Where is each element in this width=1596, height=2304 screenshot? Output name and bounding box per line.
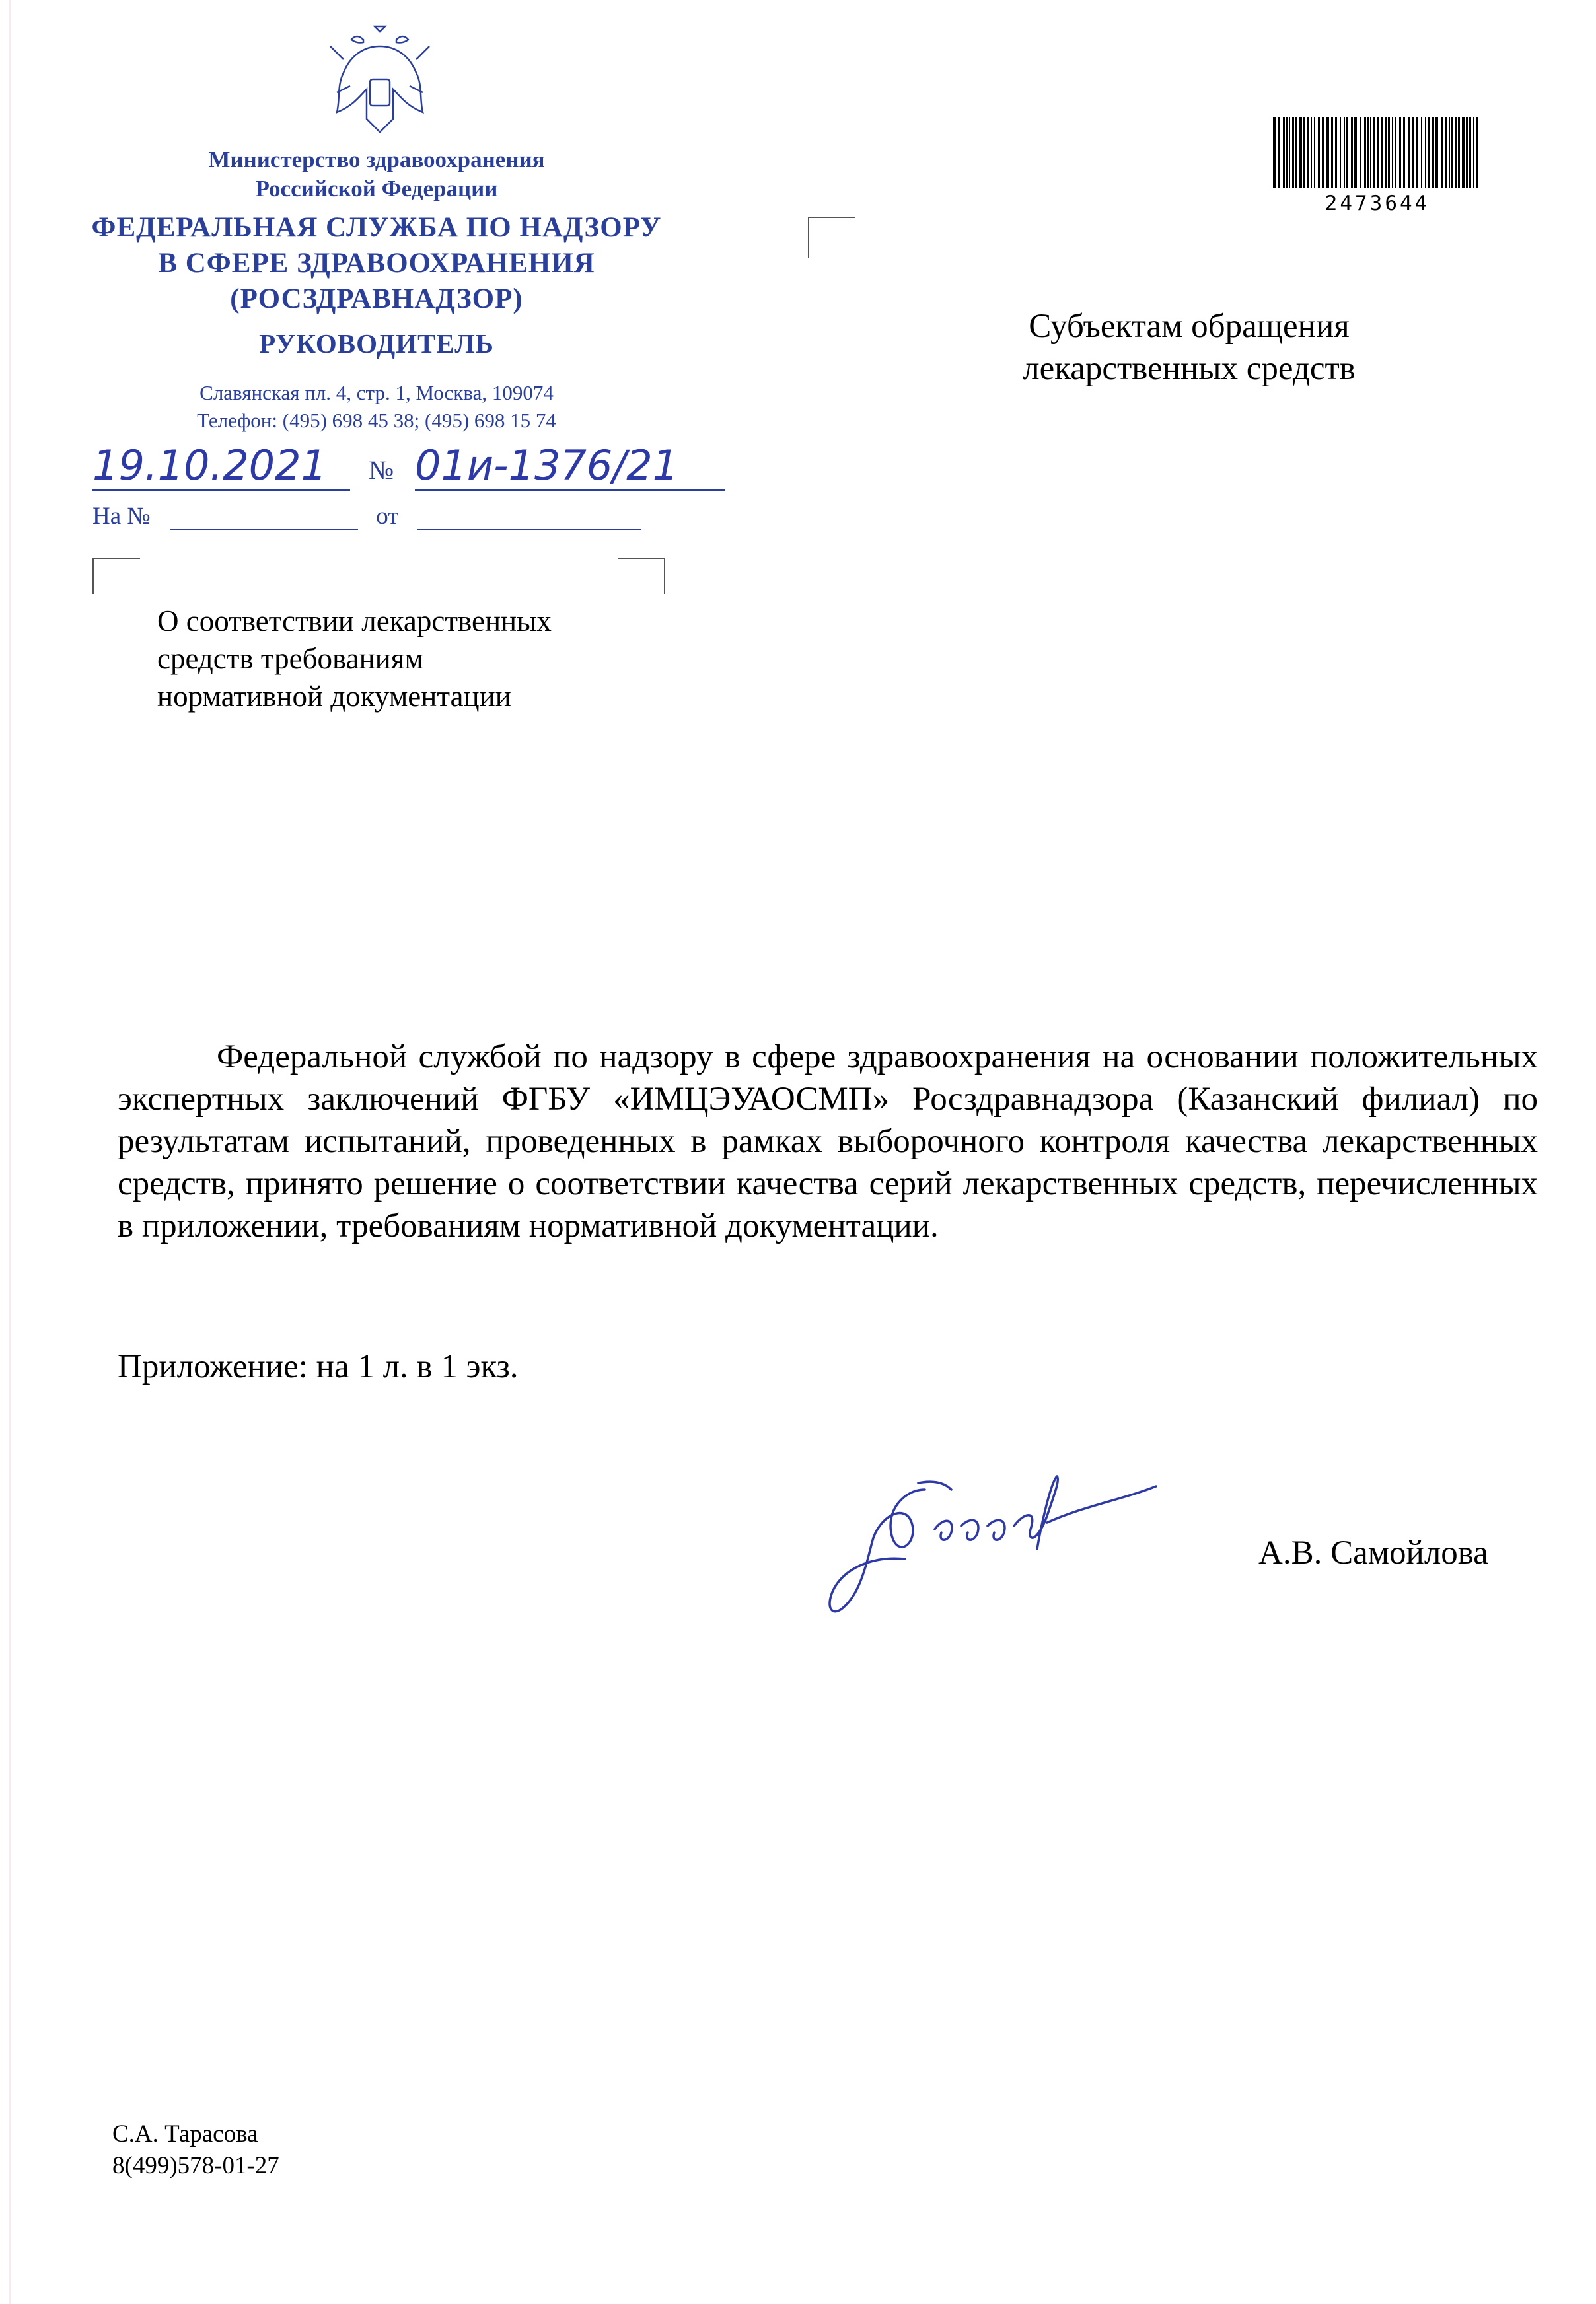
barcode-bar	[1364, 117, 1366, 188]
barcode-bar	[1455, 117, 1457, 188]
reply-prefix: На №	[92, 503, 151, 530]
barcode-bar	[1289, 117, 1290, 188]
barcode-bar	[1425, 117, 1426, 188]
barcode-bar	[1344, 117, 1345, 188]
barcode-bar	[1428, 117, 1430, 188]
coat-of-arms-icon	[324, 20, 436, 139]
barcode-number: 2473644	[1324, 192, 1430, 215]
barcode-bar	[1303, 117, 1305, 188]
barcode-bar	[1307, 117, 1309, 188]
barcode-bar	[1314, 117, 1315, 188]
barcode-bar	[1451, 117, 1453, 188]
barcode-bar	[1381, 117, 1383, 188]
barcode-bar	[1473, 117, 1474, 188]
barcode-bar	[1476, 117, 1478, 188]
barcode-bar	[1351, 117, 1353, 188]
service-line: (РОСЗДРАВНАДЗОР)	[230, 283, 523, 314]
barcode-bar	[1286, 117, 1288, 188]
ministry-name	[26, 145, 727, 203]
barcode-bar	[1462, 117, 1465, 188]
barcode-bar	[1416, 117, 1418, 188]
barcode-bar	[1322, 117, 1324, 188]
barcode-bar	[1388, 117, 1390, 188]
barcode-bar	[1283, 117, 1285, 188]
address-block	[26, 379, 727, 435]
barcode-bar	[1377, 117, 1379, 188]
role-title: РУКОВОДИТЕЛЬ	[259, 328, 494, 359]
barcode-bar	[1311, 117, 1312, 188]
barcode-bar	[1326, 117, 1329, 188]
service-line: В СФЕРЕ ЗДРАВООХРАНЕНИЯ	[158, 248, 595, 279]
recipient-line: Субъектам обращения	[1029, 308, 1350, 345]
barcode-bar	[1335, 117, 1337, 188]
barcode-bar	[1399, 117, 1401, 188]
letter-subject	[157, 602, 552, 715]
barcode-bar	[1292, 117, 1294, 188]
registration-number: 01и-1376/21	[415, 441, 725, 491]
barcode-bar	[1367, 117, 1369, 188]
barcode-bar	[1299, 117, 1302, 188]
page-margin-line	[9, 0, 11, 2304]
barcode-bar	[1385, 117, 1387, 188]
barcode-bar	[1273, 117, 1276, 188]
executor-name: С.А. Тарасова	[112, 2120, 258, 2147]
barcode-bar	[1278, 117, 1280, 188]
barcode-bar	[1403, 117, 1405, 188]
barcode-bar	[1441, 117, 1443, 188]
barcode-bar	[1412, 117, 1414, 188]
attachment-note: Приложение: на 1 л. в 1 экз.	[118, 1348, 519, 1385]
barcode-bar	[1458, 117, 1460, 188]
number-label: №	[369, 455, 394, 485]
executor-phone: 8(499)578-01-27	[112, 2152, 279, 2179]
barcode-bar	[1346, 117, 1348, 188]
subject-line: средств требованиям	[157, 642, 423, 675]
barcode-bar	[1421, 117, 1422, 188]
barcode-bar	[1370, 117, 1371, 188]
registration-line	[92, 441, 740, 487]
barcode-bar	[1466, 117, 1468, 188]
barcode-bar	[1432, 117, 1434, 188]
executor-contact	[112, 2118, 279, 2182]
subject-line: нормативной документации	[157, 680, 511, 713]
barcode-bar	[1360, 117, 1361, 188]
subject-bracket-right	[618, 558, 665, 594]
signer-name: А.В. Самойлова	[1258, 1534, 1488, 1571]
barcode-bar	[1445, 117, 1447, 188]
service-name	[26, 210, 727, 317]
barcode-bar	[1392, 117, 1393, 188]
barcode-bar	[1295, 117, 1297, 188]
ministry-line: Российской Федерации	[255, 176, 498, 201]
barcode-bar	[1469, 117, 1471, 188]
reply-reference	[92, 502, 641, 530]
service-line: ФЕДЕРАЛЬНАЯ СЛУЖБА ПО НАДЗОРУ	[91, 212, 662, 243]
barcode-bar	[1449, 117, 1450, 188]
handwritten-signature	[819, 1443, 1229, 1655]
barcode-bar	[1331, 117, 1333, 188]
barcode-bar	[1340, 117, 1341, 188]
body-paragraph: Федеральной службой по надзору в сфере здравоохранения на основании положительных экспертных заключений ФГБУ «ИМЦЭУАОСМП» Росздравнадзора (Казанский филиал) по результатам испытаний, проведенных в рамках выборочного контроля качества лекарственных средств, принято решение о соответствии качества серий лекарственных средств, перечисленных в приложении, требованиям нормативной документации.	[118, 1038, 1538, 1244]
reply-from-label: от	[376, 503, 399, 530]
subject-bracket-left	[92, 558, 140, 594]
address-text: Славянская пл. 4, стр. 1, Москва, 109074	[200, 381, 554, 404]
barcode-bar	[1408, 117, 1410, 188]
barcode-bar	[1354, 117, 1357, 188]
phone-text: Телефон: (495) 698 45 38; (495) 698 15 74	[197, 409, 556, 432]
barcode-bar	[1395, 117, 1396, 188]
barcode-bar	[1435, 117, 1438, 188]
reply-number-field	[170, 509, 358, 530]
barcode-bar	[1318, 117, 1320, 188]
ministry-line: Министерство здравоохранения	[208, 147, 545, 172]
reply-date-field	[417, 509, 641, 530]
registration-date: 19.10.2021	[92, 441, 350, 491]
recipient-line: лекарственных средств	[1023, 350, 1356, 387]
subject-line: О соответствии лекарственных	[157, 604, 552, 637]
recipient-bracket	[808, 217, 855, 258]
recipient-block	[938, 305, 1440, 390]
barcode-icon	[1272, 116, 1483, 201]
barcode-bar	[1373, 117, 1375, 188]
